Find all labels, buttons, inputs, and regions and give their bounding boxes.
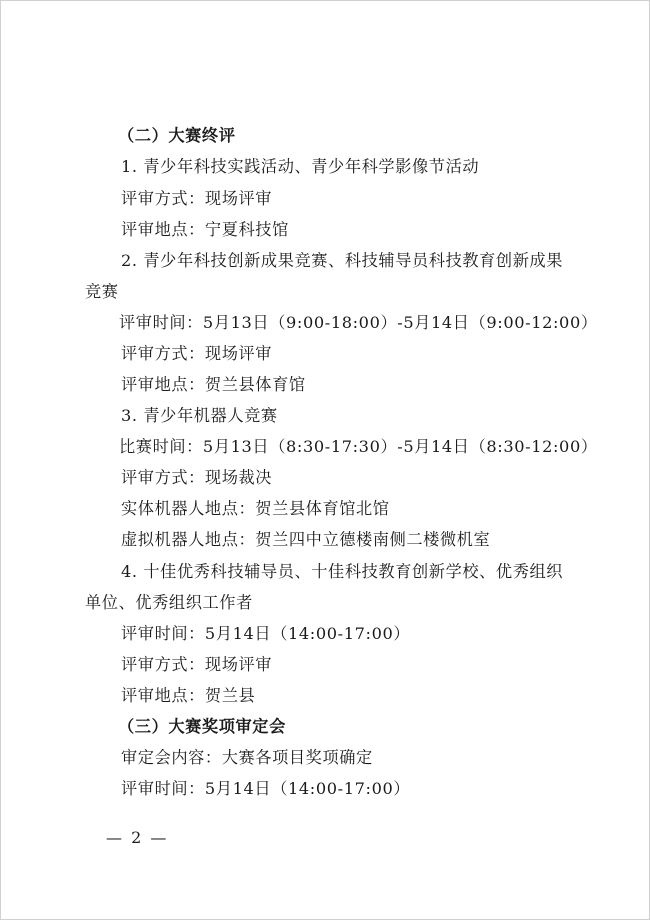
item-4-review-method: 评审方式：现场评审 — [121, 655, 273, 674]
item-2-review-location: 评审地点：贺兰县体育馆 — [121, 375, 306, 394]
item-3-review-method: 评审方式：现场裁决 — [121, 468, 273, 487]
item-1-review-method: 评审方式：现场评审 — [121, 189, 273, 208]
item-3-virtual-robot-location: 虚拟机器人地点：贺兰四中立德楼南侧二楼微机室 — [121, 530, 491, 549]
item-1-review-location: 评审地点：宁夏科技馆 — [121, 220, 289, 239]
item-1-title: 1. 青少年科技实践活动、青少年科学影像节活动 — [121, 157, 480, 176]
award-review-time: 评审时间：5月14日（14:00-17:00） — [121, 779, 411, 798]
item-2-title-continued: 竞赛 — [85, 282, 119, 301]
section-heading-award-review: （三）大赛奖项审定会 — [118, 717, 286, 736]
item-4-title: 4. 十佳优秀科技辅导员、十佳科技教育创新学校、优秀组织 — [121, 562, 564, 581]
item-4-review-time: 评审时间：5月14日（14:00-17:00） — [121, 624, 411, 643]
item-4-review-location: 评审地点：贺兰县 — [121, 686, 256, 705]
item-3-competition-time: 比赛时间：5月13日（8:30-17:30）-5月14日（8:30-12:00） — [119, 437, 598, 456]
item-2-title: 2. 青少年科技创新成果竞赛、科技辅导员科技教育创新成果 — [121, 251, 564, 270]
item-3-title: 3. 青少年机器人竞赛 — [121, 406, 278, 425]
item-2-review-time: 评审时间：5月13日（9:00-18:00）-5月14日（9:00-12:00） — [119, 313, 598, 332]
item-2-review-method: 评审方式：现场评审 — [121, 344, 273, 363]
award-review-content: 审定会内容：大赛各项目奖项确定 — [121, 748, 373, 767]
item-3-physical-robot-location: 实体机器人地点：贺兰县体育馆北馆 — [121, 499, 390, 518]
item-4-title-continued: 单位、优秀组织工作者 — [85, 593, 253, 612]
page-number: — 2 — — [106, 828, 169, 847]
section-heading-final-review: （二）大赛终评 — [118, 126, 236, 145]
